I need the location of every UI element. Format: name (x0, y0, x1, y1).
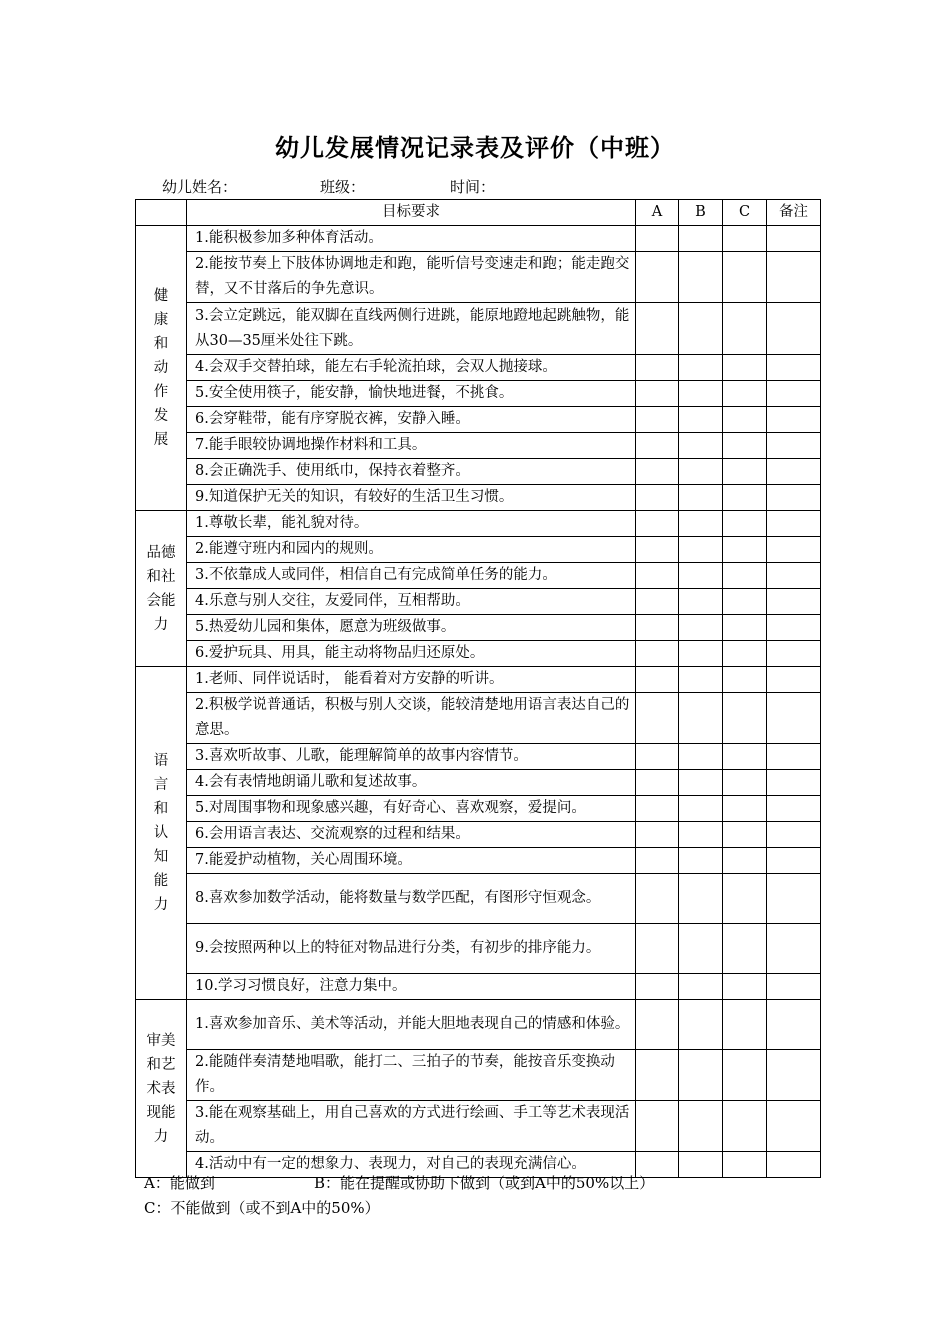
table-row (136, 485, 821, 511)
rating-cell-b[interactable] (679, 924, 723, 974)
rating-cell-a[interactable] (636, 563, 679, 589)
rating-cell-b[interactable] (679, 252, 723, 303)
rating-cell-b[interactable] (679, 1050, 723, 1101)
time-label: 时间： (450, 178, 496, 196)
rating-cell-note[interactable] (767, 693, 821, 744)
header-goal: 目标要求 (187, 200, 636, 226)
rating-cell-b[interactable] (679, 537, 723, 563)
rating-cell-note[interactable] (767, 641, 821, 667)
rating-cell-a[interactable] (636, 1101, 679, 1152)
rating-cell-b[interactable] (679, 485, 723, 511)
rating-cell-note[interactable] (767, 1050, 821, 1101)
rating-cell-c[interactable] (723, 974, 767, 1000)
table-row (136, 667, 821, 693)
goal-cell: 6.会用语言表达、交流观察的过程和结果。 (187, 822, 636, 848)
legend-line-1 (144, 1172, 654, 1193)
rating-cell-a[interactable] (636, 511, 679, 537)
rating-cell-b[interactable] (679, 1101, 723, 1152)
rating-cell-c[interactable] (723, 1000, 767, 1050)
goal-cell: 7.能手眼较协调地操作材料和工具。 (187, 433, 636, 459)
rating-cell-a[interactable] (636, 796, 679, 822)
goal-cell: 3.能在观察基础上，用自己喜欢的方式进行绘画、手工等艺术表现活动。 (187, 1101, 636, 1152)
rating-cell-b[interactable] (679, 589, 723, 615)
goal-cell: 2.能遵守班内和园内的规则。 (187, 537, 636, 563)
goal-cell: 2.能按节奏上下肢体协调地走和跑，能听信号变速走和跑；能走跑交替，又不甘落后的争先意识。 (187, 252, 636, 303)
rating-cell-b[interactable] (679, 1152, 723, 1178)
rating-cell-note[interactable] (767, 303, 821, 355)
rating-cell-c[interactable] (723, 641, 767, 667)
goal-cell: 8.喜欢参加数学活动，能将数量与数学匹配，有图形守恒观念。 (187, 874, 636, 924)
goal-cell: 4.活动中有一定的想象力、表现力，对自己的表现充满信心。 (187, 1152, 636, 1178)
table-row (136, 433, 821, 459)
rating-cell-c[interactable] (723, 874, 767, 924)
rating-cell-c[interactable] (723, 485, 767, 511)
rating-cell-b[interactable] (679, 355, 723, 381)
goal-cell: 5.对周围事物和现象感兴趣，有好奇心、喜欢观察，爱提问。 (187, 796, 636, 822)
goal-cell: 10.学习习惯良好，注意力集中。 (187, 974, 636, 1000)
rating-cell-a[interactable] (636, 303, 679, 355)
rating-cell-a[interactable] (636, 589, 679, 615)
rating-cell-c[interactable] (723, 433, 767, 459)
rating-cell-a[interactable] (636, 770, 679, 796)
rating-cell-note[interactable] (767, 1000, 821, 1050)
goal-cell: 3.会立定跳远，能双脚在直线两侧行进跳，能原地蹬地起跳触物，能从30—35厘米处往下跳。 (187, 303, 636, 355)
rating-cell-b[interactable] (679, 641, 723, 667)
rating-cell-c[interactable] (723, 537, 767, 563)
goal-cell: 5.热爱幼儿园和集体，愿意为班级做事。 (187, 615, 636, 641)
rating-cell-a[interactable] (636, 226, 679, 252)
table-row (136, 303, 821, 355)
rating-cell-b[interactable] (679, 770, 723, 796)
header-b: B (679, 200, 723, 226)
rating-cell-note[interactable] (767, 974, 821, 1000)
rating-cell-a[interactable] (636, 848, 679, 874)
rating-cell-note[interactable] (767, 874, 821, 924)
category-label: 审美和艺术表现能力 (146, 1032, 176, 1145)
goal-cell: 8.会正确洗手、使用纸巾，保持衣着整齐。 (187, 459, 636, 485)
rating-cell-c[interactable] (723, 615, 767, 641)
goal-cell: 1.老师、同伴说话时， 能看着对方安静的听讲。 (187, 667, 636, 693)
legend-c: C：不能做到（或不到A中的50%） (144, 1199, 380, 1217)
rating-cell-note[interactable] (767, 433, 821, 459)
rating-cell-c[interactable] (723, 589, 767, 615)
header-a: A (636, 200, 679, 226)
category-cell (136, 226, 187, 511)
rating-cell-b[interactable] (679, 563, 723, 589)
table-row (136, 848, 821, 874)
rating-cell-note[interactable] (767, 924, 821, 974)
rating-cell-b[interactable] (679, 1000, 723, 1050)
rating-cell-a[interactable] (636, 381, 679, 407)
rating-cell-b[interactable] (679, 459, 723, 485)
rating-cell-b[interactable] (679, 511, 723, 537)
rating-cell-a[interactable] (636, 924, 679, 974)
goal-cell: 1.喜欢参加音乐、美术等活动，并能大胆地表现自己的情感和体验。 (187, 1000, 636, 1050)
goal-cell: 4.会双手交替拍球，能左右手轮流拍球，会双人抛接球。 (187, 355, 636, 381)
table-row (136, 459, 821, 485)
rating-cell-a[interactable] (636, 744, 679, 770)
rating-cell-b[interactable] (679, 226, 723, 252)
rating-cell-b[interactable] (679, 667, 723, 693)
rating-cell-note[interactable] (767, 667, 821, 693)
table-row (136, 615, 821, 641)
goal-cell: 2.能随伴奏清楚地唱歌，能打二、三拍子的节奏，能按音乐变换动作。 (187, 1050, 636, 1101)
rating-cell-b[interactable] (679, 974, 723, 1000)
legend-b: B：能在提醒或协助下做到（或到A中的50%以上） (314, 1174, 655, 1192)
rating-cell-note[interactable] (767, 1152, 821, 1178)
rating-cell-note[interactable] (767, 822, 821, 848)
evaluation-body (136, 226, 821, 1178)
rating-cell-note[interactable] (767, 459, 821, 485)
rating-cell-note[interactable] (767, 796, 821, 822)
rating-cell-c[interactable] (723, 744, 767, 770)
rating-cell-c[interactable] (723, 770, 767, 796)
rating-cell-note[interactable] (767, 563, 821, 589)
goal-cell: 2.积极学说普通话，积极与别人交谈，能较清楚地用语言表达自己的意思。 (187, 693, 636, 744)
goal-cell: 5.安全使用筷子，能安静，愉快地进餐，不挑食。 (187, 381, 636, 407)
rating-cell-c[interactable] (723, 252, 767, 303)
goal-cell: 6.会穿鞋带，能有序穿脱衣裤，安静入睡。 (187, 407, 636, 433)
rating-cell-a[interactable] (636, 974, 679, 1000)
table-row (136, 924, 821, 974)
rating-cell-c[interactable] (723, 1101, 767, 1152)
rating-cell-a[interactable] (636, 407, 679, 433)
rating-cell-b[interactable] (679, 303, 723, 355)
header-note: 备注 (767, 200, 821, 226)
category-cell (136, 667, 187, 1000)
rating-cell-a[interactable] (636, 433, 679, 459)
student-info-line (162, 176, 495, 197)
goal-cell: 6.爱护玩具、用具，能主动将物品归还原处。 (187, 641, 636, 667)
table-row (136, 744, 821, 770)
rating-cell-b[interactable] (679, 822, 723, 848)
rating-cell-b[interactable] (679, 848, 723, 874)
category-label: 品德和社会能力 (146, 544, 176, 633)
rating-cell-note[interactable] (767, 537, 821, 563)
class-label: 班级： (320, 178, 366, 196)
rating-cell-a[interactable] (636, 537, 679, 563)
page-title: 幼儿发展情况记录表及评价（中班） (275, 133, 675, 162)
rating-cell-c[interactable] (723, 355, 767, 381)
category-label: 健康和动作发展 (153, 288, 169, 448)
rating-cell-note[interactable] (767, 381, 821, 407)
table-row (136, 407, 821, 433)
rating-cell-c[interactable] (723, 511, 767, 537)
rating-cell-c[interactable] (723, 563, 767, 589)
rating-cell-c[interactable] (723, 407, 767, 433)
table-row (136, 1000, 821, 1050)
category-label: 语言和认知能力 (153, 753, 169, 913)
rating-cell-c[interactable] (723, 822, 767, 848)
table-row (136, 770, 821, 796)
rating-cell-a[interactable] (636, 1000, 679, 1050)
rating-cell-note[interactable] (767, 1101, 821, 1152)
rating-cell-a[interactable] (636, 874, 679, 924)
table-row (136, 641, 821, 667)
rating-cell-note[interactable] (767, 770, 821, 796)
category-cell (136, 1000, 187, 1178)
rating-cell-b[interactable] (679, 874, 723, 924)
table-row (136, 874, 821, 924)
legend-a: A：能做到 (144, 1174, 215, 1192)
rating-cell-note[interactable] (767, 744, 821, 770)
rating-cell-a[interactable] (636, 641, 679, 667)
rating-cell-c[interactable] (723, 303, 767, 355)
rating-cell-a[interactable] (636, 822, 679, 848)
rating-cell-a[interactable] (636, 485, 679, 511)
category-cell (136, 511, 187, 667)
table-row (136, 796, 821, 822)
goal-cell: 1.能积极参加多种体育活动。 (187, 226, 636, 252)
rating-cell-b[interactable] (679, 433, 723, 459)
rating-cell-note[interactable] (767, 407, 821, 433)
table-row (136, 511, 821, 537)
rating-cell-c[interactable] (723, 381, 767, 407)
rating-cell-a[interactable] (636, 1050, 679, 1101)
rating-cell-b[interactable] (679, 407, 723, 433)
table-row (136, 537, 821, 563)
rating-cell-a[interactable] (636, 693, 679, 744)
table-row (136, 822, 821, 848)
rating-cell-a[interactable] (636, 355, 679, 381)
goal-cell: 3.不依靠成人或同伴，相信自己有完成简单任务的能力。 (187, 563, 636, 589)
rating-cell-b[interactable] (679, 744, 723, 770)
table-row (136, 589, 821, 615)
rating-cell-c[interactable] (723, 1152, 767, 1178)
rating-cell-note[interactable] (767, 355, 821, 381)
goal-cell: 4.会有表情地朗诵儿歌和复述故事。 (187, 770, 636, 796)
goal-cell: 9.会按照两种以上的特征对物品进行分类，有初步的排序能力。 (187, 924, 636, 974)
table-row (136, 381, 821, 407)
table-row (136, 355, 821, 381)
goal-cell: 1.尊敬长辈，能礼貌对待。 (187, 511, 636, 537)
goal-cell: 7.能爱护动植物，关心周围环境。 (187, 848, 636, 874)
rating-cell-c[interactable] (723, 796, 767, 822)
rating-cell-note[interactable] (767, 252, 821, 303)
table-row (136, 563, 821, 589)
table-row (136, 974, 821, 1000)
rating-cell-c[interactable] (723, 226, 767, 252)
rating-cell-b[interactable] (679, 381, 723, 407)
rating-cell-c[interactable] (723, 924, 767, 974)
header-c: C (723, 200, 767, 226)
rating-cell-c[interactable] (723, 459, 767, 485)
rating-cell-a[interactable] (636, 667, 679, 693)
rating-cell-note[interactable] (767, 589, 821, 615)
goal-cell: 9.知道保护无关的知识，有较好的生活卫生习惯。 (187, 485, 636, 511)
table-row (136, 1101, 821, 1152)
rating-cell-note[interactable] (767, 226, 821, 252)
evaluation-table (135, 199, 821, 1178)
rating-cell-note[interactable] (767, 485, 821, 511)
rating-cell-b[interactable] (679, 796, 723, 822)
rating-cell-b[interactable] (679, 693, 723, 744)
rating-cell-note[interactable] (767, 615, 821, 641)
rating-cell-c[interactable] (723, 1050, 767, 1101)
table-row (136, 693, 821, 744)
rating-cell-note[interactable] (767, 848, 821, 874)
header-row (136, 200, 821, 226)
name-label: 幼儿姓名： (162, 178, 238, 196)
goal-cell: 4.乐意与别人交往，友爱同伴，互相帮助。 (187, 589, 636, 615)
header-blank-cell (136, 200, 187, 226)
table-row (136, 226, 821, 252)
table-row (136, 1050, 821, 1101)
rating-cell-b[interactable] (679, 615, 723, 641)
rating-cell-a[interactable] (636, 459, 679, 485)
table-row (136, 252, 821, 303)
goal-cell: 3.喜欢听故事、儿歌，能理解简单的故事内容情节。 (187, 744, 636, 770)
rating-cell-c[interactable] (723, 693, 767, 744)
rating-cell-c[interactable] (723, 667, 767, 693)
rating-cell-note[interactable] (767, 511, 821, 537)
rating-cell-a[interactable] (636, 615, 679, 641)
rating-cell-a[interactable] (636, 252, 679, 303)
rating-cell-c[interactable] (723, 848, 767, 874)
